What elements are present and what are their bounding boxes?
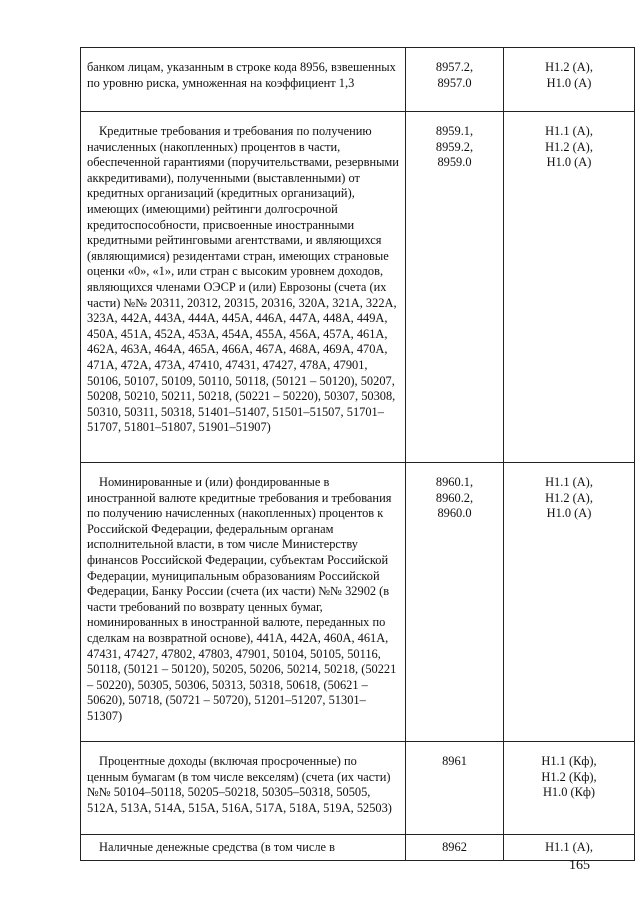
row-description: Процентные доходы (включая просроченные) по ценным бумагам (в том числе векселям) (счета (их части) №№ 50104–50118, 50205–50218, 50305–50318, 50505, 512А, 513А, 514А, 515А, 516А, 517А, 518А, 519А, 52503) xyxy=(87,754,392,815)
code-cell: 8961 xyxy=(406,742,504,835)
regulation-table xyxy=(80,47,635,861)
row-description: Кредитные требования и требования по получению начисленных (накопленных) процентов в части, обеспеченной гарантиями (поручительствами, резервными аккредитивами), полученными (выставленными) от кредитных организаций (кредитных организаций), имеющих (имеющими) рейтинги долгосрочной кредитоспособности, присвоенные иностранными кредитными рейтинговыми агентствами, и являющихся (являющимися) резидентами стран, имеющих страновые оценки «0», «1», или стран с высоким уровнем доходов, являющихся членами ОЭСР и (или) Еврозоны (счета (их части) №№ 20311, 20312, 20315, 20316, 320А, 321А, 322А, 323А, 442А, 443А, 444А, 445А, 446А, 447А, 448А, 449А, 450А, 451А, 452А, 453А, 454А, 455А, 456А, 457А, 461А, 462А, 463А, 464А, 465А, 466А, 467А, 468А, 469А, 470А, 471А, 472А, 473А, 47410, 47431, 47427, 478А, 47901, 50106, 50107, 50109, 50110, 50118, (50121 – 50120), 50207, 50208, 50210, 50211, 50218, (50221 – 50220), 50307, 50308, 50310, 50311, 50318, 51401–51407, 51501–51507, 51701–51707, 51801–51807, 51901–51907) xyxy=(87,124,399,435)
norm-cell: Н1.1 (Кф), Н1.2 (Кф), Н1.0 (Кф) xyxy=(504,742,635,835)
norm-cell: Н1.1 (А), Н1.2 (А), Н1.0 (А) xyxy=(504,463,635,742)
table-row xyxy=(81,835,635,861)
table-row xyxy=(81,463,635,742)
page-number: 165 xyxy=(569,858,590,873)
table-row xyxy=(81,742,635,835)
code-cell: 8962 xyxy=(406,835,504,861)
row-description: Наличные денежные средства (в том числе в xyxy=(99,840,335,854)
description-cell xyxy=(81,742,406,835)
code-cell: 8957.2, 8957.0 xyxy=(406,48,504,112)
description-cell xyxy=(81,48,406,112)
norm-cell: Н1.1 (А), Н1.2 (А), Н1.0 (А) xyxy=(504,112,635,463)
description-cell xyxy=(81,463,406,742)
norm-cell: Н1.1 (А), xyxy=(504,835,635,861)
code-cell: 8960.1, 8960.2, 8960.0 xyxy=(406,463,504,742)
row-description: Номинированные и (или) фондированные в иностранной валюте кредитные требования и требования по получению начисленных (накопленных) процентов к Российской Федерации, федеральным органам исполнительной власти, в том числе Министерству финансов Российской Федерации, субъектам Российской Федерации, муниципальным образованиям Российской Федерации, Банку России (счета (их части) №№ 32902 (в части требований по возврату ценных бумаг, номинированных в иностранной валюте, переданных по сделкам на возвратной основе), 441А, 442А, 460А, 461А, 47431, 47427, 47802, 47803, 47901, 50104, 50105, 50116, 50118, (50121 – 50120), 50205, 50206, 50214, 50218, (50221 – 50220), 50305, 50306, 50313, 50318, 50618, (50621 – 50620), 50718, (50721 – 50720), 51201–51207, 51301–51307) xyxy=(87,475,397,723)
description-cell xyxy=(81,112,406,463)
row-description: банком лицам, указанным в строке кода 8956, взвешенных по уровню риска, умноженная на коэффициент 1,3 xyxy=(87,60,396,90)
description-cell xyxy=(81,835,406,861)
table-row xyxy=(81,112,635,463)
code-cell: 8959.1, 8959.2, 8959.0 xyxy=(406,112,504,463)
norm-cell: Н1.2 (А), Н1.0 (А) xyxy=(504,48,635,112)
table-row xyxy=(81,48,635,112)
